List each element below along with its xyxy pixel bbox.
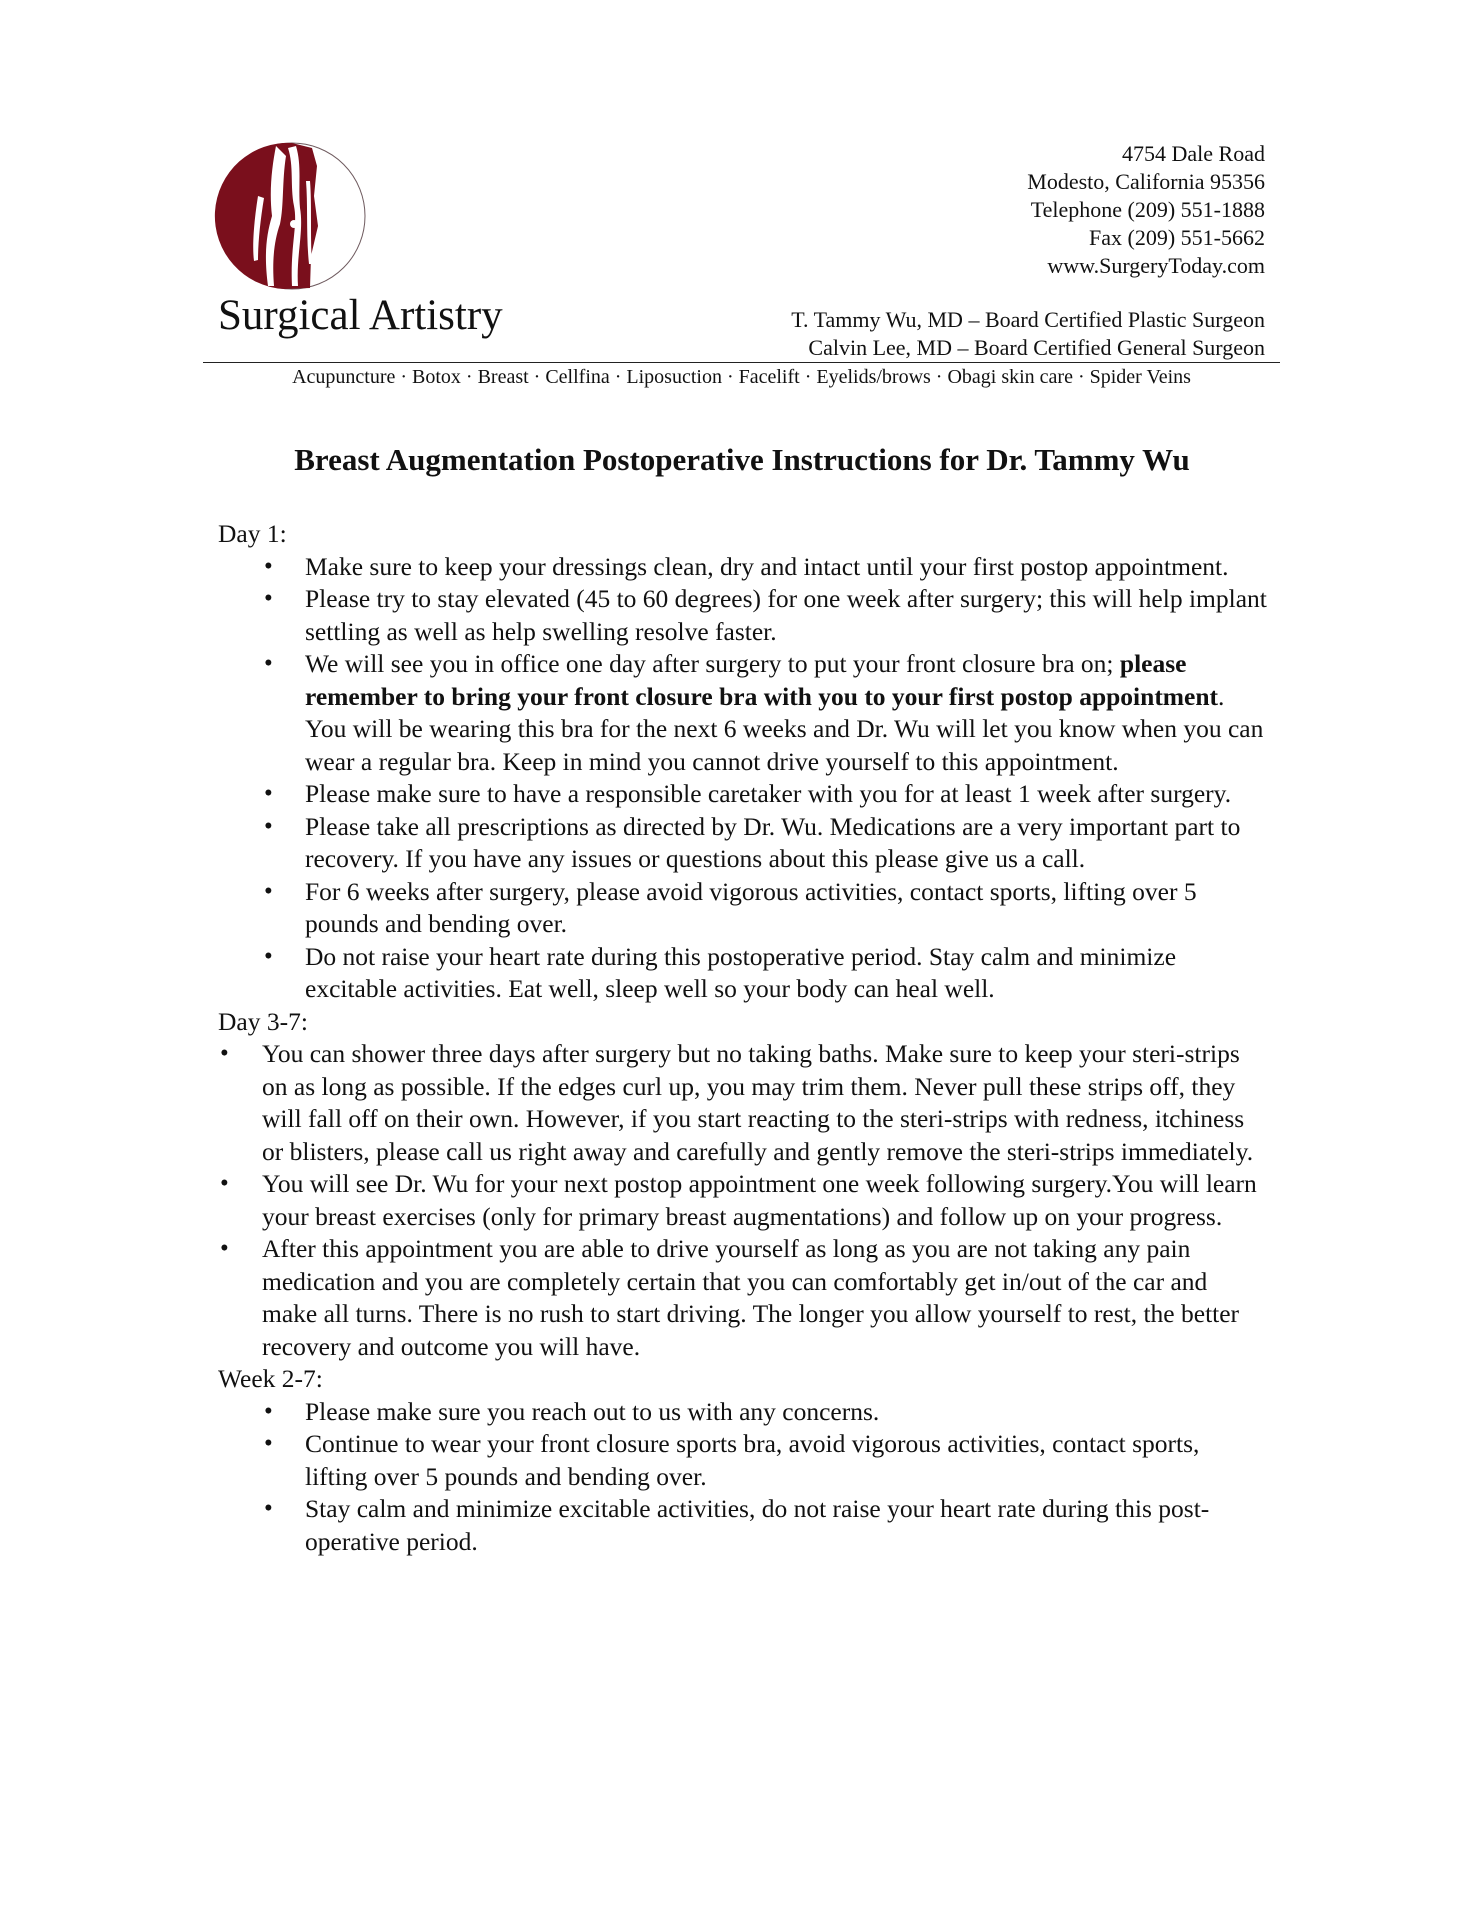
list-item-text: Please take all prescriptions as directed by Dr. Wu. Medications are a very important part to recovery. If you have any issues or questions about this please give us a call. xyxy=(305,811,1241,873)
list-item xyxy=(218,1493,1268,1558)
doctor-wu: T. Tammy Wu, MD – Board Certified Plastic Surgeon xyxy=(791,307,1265,332)
list-item xyxy=(218,583,1268,648)
section-label-day-3-7: Day 3-7: xyxy=(218,1006,308,1036)
doctor-lee: Calvin Lee, MD – Board Certified General Surgeon xyxy=(808,335,1265,360)
list-item xyxy=(218,811,1268,876)
bullet-icon: • xyxy=(264,1430,273,1457)
bullet-icon: • xyxy=(264,1495,273,1522)
list-item xyxy=(218,1428,1268,1493)
bullet-icon: • xyxy=(220,1170,229,1197)
list-item-text: Continue to wear your front closure sports bra, avoid vigorous activities, contact sports, lifting over 5 pounds and bending over. xyxy=(305,1429,1200,1491)
list-item-text: After this appointment you are able to drive yourself as long as you are not taking any pain medication and you are completely certain that you can comfortably get in/out of the car and make all turns. There is no rush to start driving. The longer you allow yourself to rest, the better recovery and outcome you will have. xyxy=(262,1234,1240,1361)
list-item-text: You will see Dr. Wu for your next postop appointment one week following surgery.You will learn your breast exercises (only for primary breast augmentations) and follow up on your progress. xyxy=(262,1169,1257,1231)
telephone: Telephone (209) 551-1888 xyxy=(1030,197,1265,222)
bullet-icon: • xyxy=(220,1040,229,1067)
day-3-7-list xyxy=(218,1038,1268,1363)
address-street: 4754 Dale Road xyxy=(1122,141,1265,166)
bullet-icon: • xyxy=(264,780,273,807)
section-label-day-1: Day 1: xyxy=(218,519,287,548)
list-item-text: For 6 weeks after surgery, please avoid vigorous activities, contact sports, lifting over 5 pounds and bending over. xyxy=(305,876,1197,938)
bullet-icon: • xyxy=(264,552,273,580)
section-day-1 xyxy=(218,518,1268,1006)
bullet-icon: • xyxy=(264,812,273,840)
bullet-icon: • xyxy=(264,1397,273,1425)
header-divider xyxy=(203,362,1280,363)
day-1-list xyxy=(218,551,1268,1006)
section-day-3-7 xyxy=(218,1006,1268,1364)
surgical-artistry-logo-icon xyxy=(214,136,374,296)
fax: Fax (209) 551-5662 xyxy=(1089,225,1265,250)
list-item-text: Please make sure to have a responsible caretaker with you for at least 1 week after surgery. xyxy=(305,779,1232,808)
document-title: Breast Augmentation Postoperative Instructions for Dr. Tammy Wu xyxy=(294,442,1190,477)
list-item-text: You can shower three days after surgery but no taking baths. Make sure to keep your steri-strips on as long as possible. If the edges curl up, you may trim them. Never pull these strips off, they will fall off on their own. However, if you start reacting to the steri-strips with redness, itchiness or blisters, please call us right away and carefully and gently remove the steri-strips immediately. xyxy=(262,1039,1254,1166)
brand-name: Surgical Artistry xyxy=(218,292,503,339)
week-2-7-list xyxy=(218,1396,1268,1559)
clinic-address xyxy=(1027,140,1265,280)
list-item-text: Stay calm and minimize excitable activities, do not raise your heart rate during this post-operative period. xyxy=(305,1494,1210,1556)
list-item-text: Do not raise your heart rate during this postoperative period. Stay calm and minimize excitable activities. Eat well, sleep well so your body can heal well. xyxy=(305,941,1177,1003)
list-item xyxy=(218,1038,1268,1168)
bullet-icon: • xyxy=(264,942,273,970)
list-item-text: Please try to stay elevated (45 to 60 degrees) for one week after surgery; this will help implant settling as well as help swelling resolve faster. xyxy=(305,584,1267,646)
section-label-week-2-7: Week 2-7: xyxy=(218,1364,323,1393)
instructions-body xyxy=(218,518,1268,1558)
bullet-icon: • xyxy=(264,877,273,905)
list-item xyxy=(218,1233,1268,1363)
section-week-2-7 xyxy=(218,1363,1268,1558)
bullet-icon: • xyxy=(220,1235,229,1262)
doctors-list xyxy=(791,306,1265,362)
bold-reminder: please remember to bring your front closure bra with you to your first postop appointment xyxy=(305,649,1219,711)
list-item xyxy=(218,1396,1268,1429)
bullet-icon: • xyxy=(264,650,273,677)
list-item-text: . You will be wearing this bra for the next 6 weeks and Dr. Wu will let you know when you can wear a regular bra. Keep in mind you cannot drive yourself to this appointment. xyxy=(305,681,1264,776)
list-item xyxy=(218,551,1268,584)
list-item-text: We will see you in office one day after surgery to put your front closure bra on; xyxy=(305,649,1120,678)
services-list: Acupuncture · Botox · Breast · Cellfina · Liposuction · Facelift · Eyelids/brows · Obagi skin care · Spider Veins xyxy=(292,366,1191,388)
list-item-text: Make sure to keep your dressings clean, dry and intact until your first postop appointment. xyxy=(305,551,1229,581)
list-item-text: Please make sure you reach out to us with any concerns. xyxy=(305,1396,880,1426)
bullet-icon: • xyxy=(264,585,273,612)
list-item xyxy=(218,876,1268,941)
address-city: Modesto, California 95356 xyxy=(1027,169,1265,194)
list-item xyxy=(218,778,1268,811)
website-link[interactable]: www.SurgeryToday.com xyxy=(1047,253,1265,278)
list-item xyxy=(218,941,1268,1006)
list-item xyxy=(218,1168,1268,1233)
list-item xyxy=(218,648,1268,778)
